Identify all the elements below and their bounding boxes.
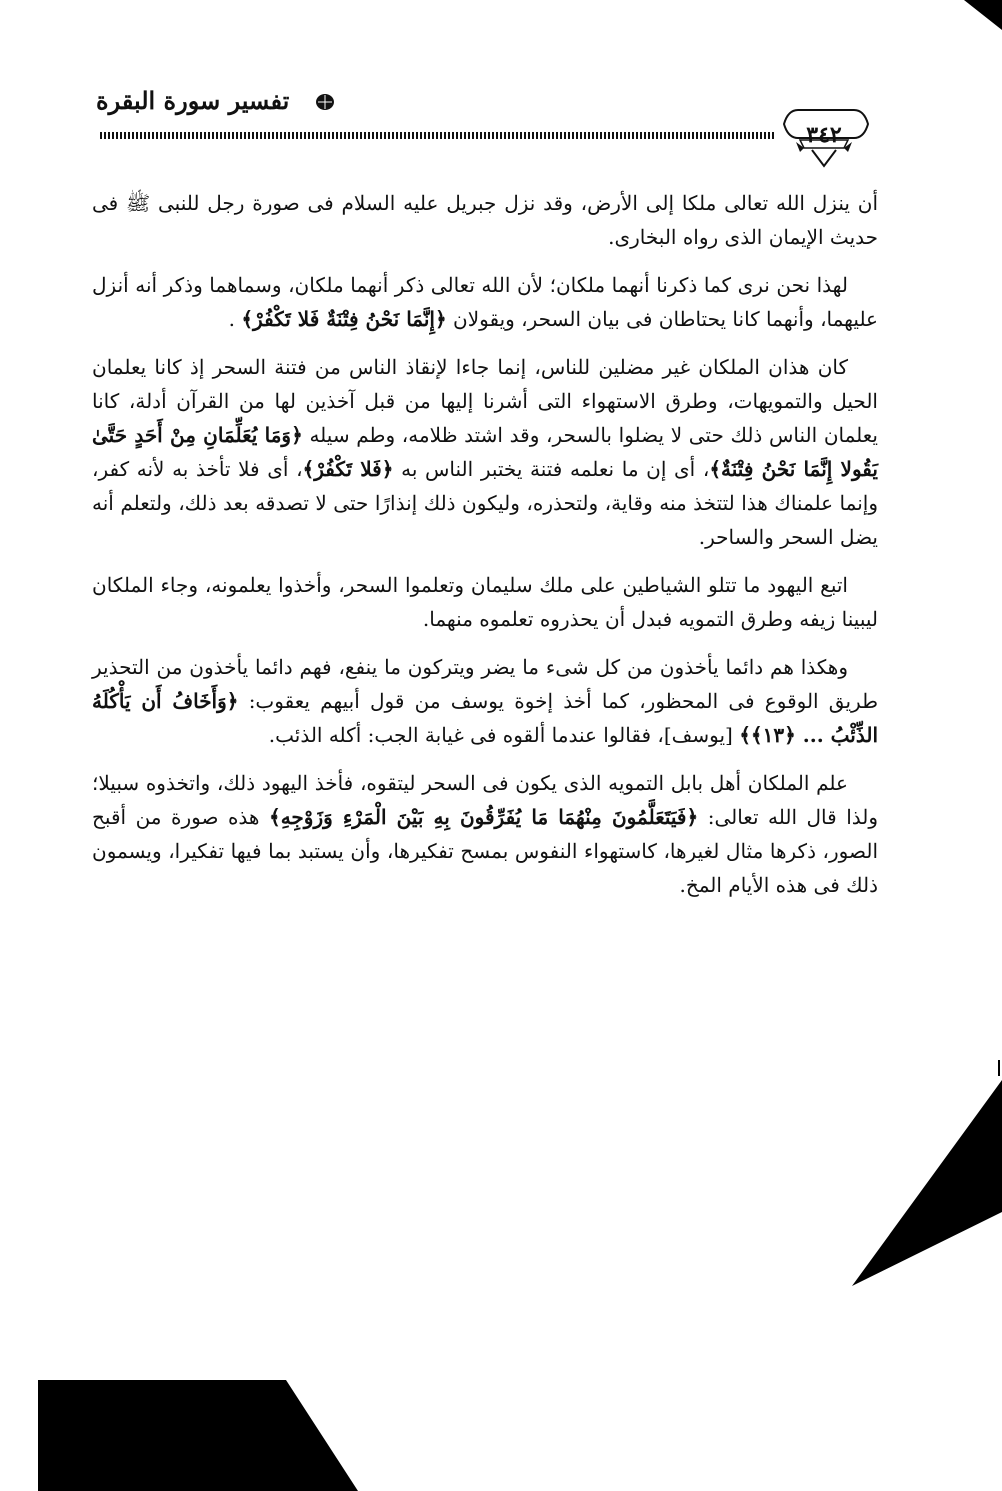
page-number-badge (774, 102, 874, 174)
paragraph-text: اتبع اليهود ما تتلو الشياطين على ملك سليمان وتعلموا السحر، وأخذوا يعلمونه، وجاء الملكان ليبينا زيفه وطرق التمويه فبدل أن يحذروه تعلموه منهما. (92, 573, 878, 631)
scan-wedge-artifact (822, 1080, 1002, 1290)
scan-corner-artifact (964, 0, 1002, 30)
running-header (96, 84, 874, 164)
paragraph (92, 350, 878, 554)
paragraph (92, 268, 878, 336)
quran-verse-quote: ﴿وَأَخَافُ أَن يَأْكُلَهُ الذِّئْبُ ... ﴿١٣﴾﴾ (92, 689, 878, 747)
quran-verse-quote: ﴿وَمَا يُعَلِّمَانِ مِنْ أَحَدٍ حَتَّىٰ يَقُولا إِنَّمَا نَحْنُ فِتْنَةٌ﴾ (92, 423, 878, 481)
quran-verse-quote: ﴿فَلا تَكْفُرْ﴾ (302, 457, 394, 481)
paragraph-text: ، أى إن ما نعلمه فتنة يختبر الناس به (393, 457, 710, 481)
paragraph-text: ، أى فلا تأخذ به لأنه كفر، وإنما علمناك هذا لتتخذ منه وقاية، ولتحذره، وليكون ذلك إنذارًا حتى لا تصدقه بعد ذلك، ولتعلم أنه يضل السحر والساحر. (92, 457, 878, 549)
quran-verse-quote: ﴿فَيَتَعَلَّمُونَ مِنْهُمَا مَا يُفَرِّقُونَ بِهِ بَيْنَ الْمَرْءِ وَزَوْجِهِ﴾ (268, 805, 699, 829)
paragraph (92, 186, 878, 254)
paragraph-text: وهكذا هم دائما يأخذون من كل شىء ما يضر ويتركون ما ينفع، فهم دائما يأخذون من التحذير طريق الوقوع فى المحظور، كما أخذ إخوة يوسف من قول أبيهم يعقوب: (92, 655, 878, 713)
paragraph-text: أن ينزل الله تعالى ملكا إلى الأرض، وقد نزل جبريل عليه السلام فى صورة رجل للنبى ﷺ فى حديث الإيمان الذى رواه البخارى. (92, 191, 878, 249)
paragraph (92, 650, 878, 752)
header-title: تفسير سورة البقرة (96, 86, 290, 115)
body-text (92, 186, 878, 916)
paragraph (92, 568, 878, 636)
page-number: ٣٤٢ (806, 122, 842, 148)
header-rule (100, 132, 776, 139)
scan-bottom-block-artifact (38, 1380, 358, 1491)
header-ornament-icon (314, 92, 336, 112)
paragraph-text: علم الملكان أهل بابل التمويه الذى يكون فى السحر ليتقوه، فأخذ اليهود ذلك، واتخذوه سبيلا؛ ولذا قال الله تعالى: (92, 771, 879, 829)
paragraph (92, 766, 878, 902)
paragraph-text: . (228, 307, 242, 331)
paragraph-text: كان هذان الملكان غير مضلين للناس، إنما جاءا لإنقاذ الناس من فتنة السحر إذ كانا يعلمان الحيل والتمويهات، وطرق الاستهواء التى أشرنا إليها من قبل آخذين لها من القرآن أدلة، كانا يعلمان الناس ذلك حتى لا يضلوا بالسحر، وقد اشتد ظلامه، وطم سيله (92, 355, 878, 447)
paragraph-text: [يوسف]، فقالوا عندما ألقوه فى غيابة الجب: أكله الذئب. (268, 723, 740, 747)
paragraph-text: لهذا نحن نرى كما ذكرنا أنهما ملكان؛ لأن الله تعالى ذكر أنهما ملكان، وسماهما وذكر أنه أنزل عليهما، وأنهما كانا يحتاطان فى بيان السحر، ويقولان (92, 273, 878, 331)
scan-edge-mark (998, 1060, 1000, 1076)
quran-verse-quote: ﴿إِنَّمَا نَحْنُ فِتْنَةٌ فَلا تَكْفُرْ﴾ (241, 307, 447, 331)
paragraph-text: هذه صورة من أقبح الصور، ذكرها مثال لغيرها، كاستهواء النفوس بمسح تفكيرها، وأن يستبد بما فيها تفكيرا، ويسمون ذلك فى هذه الأيام المخ. (92, 805, 878, 897)
